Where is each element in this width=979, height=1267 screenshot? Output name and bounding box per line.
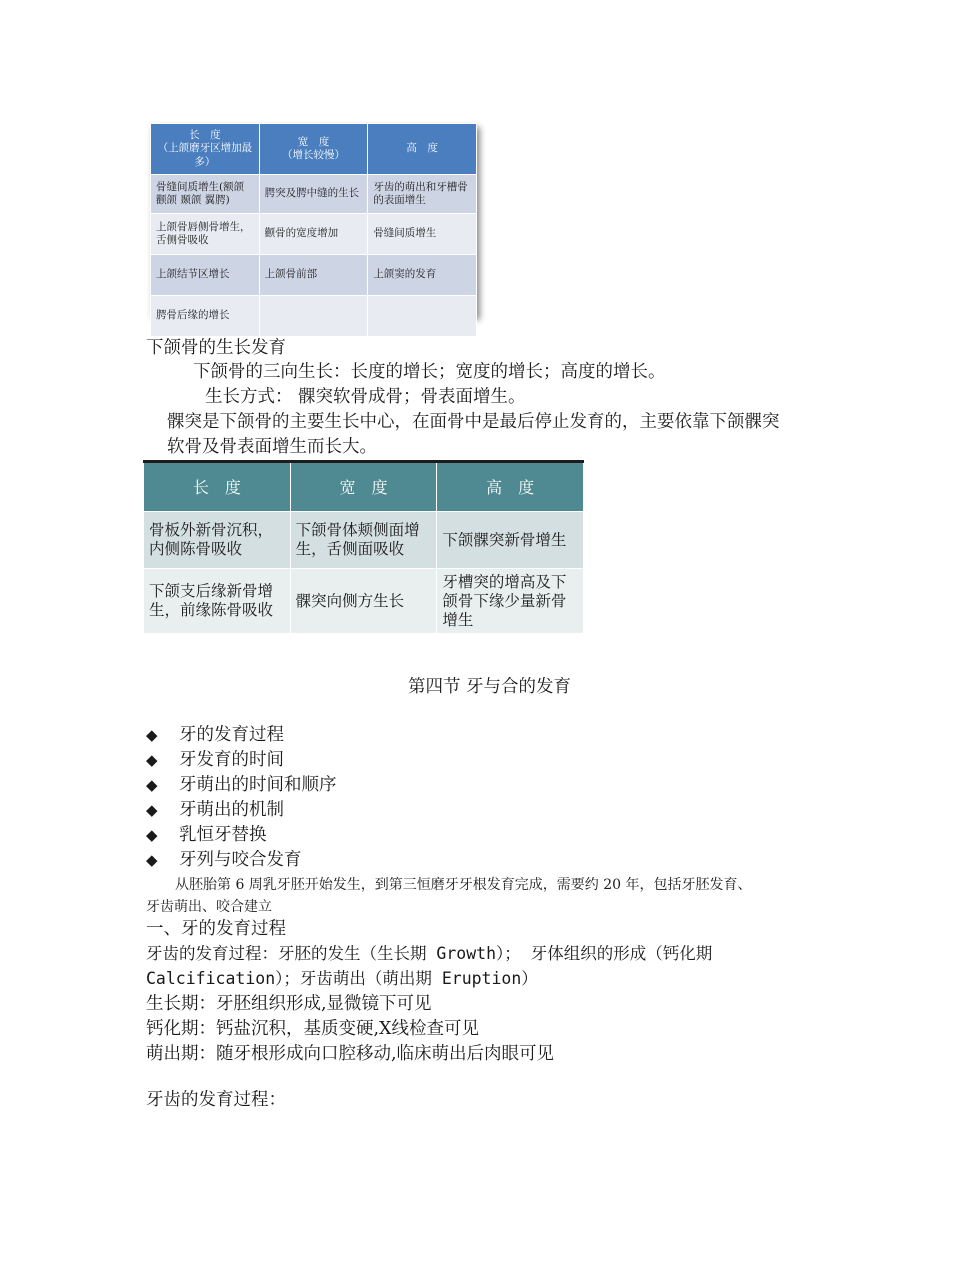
diamond-bullet-icon: ◆ [146, 826, 158, 844]
process-line-2: Calcification）；牙齿萌出（萌出期 Eruption） [146, 969, 538, 988]
diamond-bullet-icon: ◆ [146, 751, 158, 769]
maxilla-header-length: 长 度 （上颌磨牙区增加最多） [151, 124, 260, 175]
table-cell: 下颌支后缘新骨增生，前缘陈骨吸收 [144, 569, 291, 634]
list-item: ◆ 牙列与咬合发育 [146, 848, 337, 873]
mandible-line-2: 生长方式： 髁突软骨成骨；骨表面增生。 [205, 387, 526, 407]
list-item: ◆ 乳恒牙替换 [146, 823, 337, 848]
mandible-header-height: 高 度 [437, 462, 584, 512]
table-cell: 牙齿的萌出和牙槽骨的表面增生 [368, 175, 477, 214]
stage-eruption: 萌出期：随牙根形成向口腔移动,临床萌出后肉眼可见 [146, 1044, 555, 1064]
topic-list [146, 723, 337, 873]
table-cell: 上颌骨前部 [259, 255, 368, 296]
table-cell [368, 296, 477, 337]
closing-heading: 牙齿的发育过程： [146, 1090, 286, 1110]
table-cell: 颧骨的宽度增加 [259, 214, 368, 255]
mandible-line-1: 下颌骨的三向生长：长度的增长；宽度的增长；高度的增长。 [193, 362, 666, 382]
table-cell: 下颌骨体颊侧面增生，舌侧面吸收 [290, 512, 437, 569]
mandible-heading: 下颌骨的生长发育 [146, 338, 286, 358]
stage-growth: 生长期：牙胚组织形成,显微镜下可见 [146, 994, 432, 1014]
mandible-header-width: 宽 度 [290, 462, 437, 512]
table-cell: 髁突向侧方生长 [290, 569, 437, 634]
intro-line-2: 牙齿萌出、咬合建立 [146, 899, 272, 915]
maxilla-header-height: 高 度 [368, 124, 477, 175]
table-cell: 下颌髁突新骨增生 [437, 512, 584, 569]
stage-calcification: 钙化期：钙盐沉积，基质变硬,X线检查可见 [146, 1019, 480, 1039]
table-cell [259, 296, 368, 337]
diamond-bullet-icon: ◆ [146, 776, 158, 794]
diamond-bullet-icon: ◆ [146, 726, 158, 744]
section-title: 第四节 牙与合的发育 [407, 677, 572, 697]
intro-line-1: 从胚胎第 6 周乳牙胚开始发生，到第三恒磨牙牙根发育完成，需要约 20 年，包括牙胚发育、 [175, 877, 752, 893]
diamond-bullet-icon: ◆ [146, 851, 158, 869]
maxilla-header-width: 宽 度 （增长较慢） [259, 124, 368, 175]
diamond-bullet-icon: ◆ [146, 801, 158, 819]
list-item: ◆ 牙萌出的机制 [146, 798, 337, 823]
list-item: ◆ 牙发育的时间 [146, 748, 337, 773]
process-line-1: 牙齿的发育过程：牙胚的发生（生长期 Growth）； 牙体组织的形成（钙化期 [146, 944, 713, 963]
table-cell: 腭突及腭中缝的生长 [259, 175, 368, 214]
maxilla-growth-table [150, 123, 477, 322]
table-cell: 骨缝间质增生(额颌 颧颌 颞颌 翼腭) [151, 175, 260, 214]
mandible-growth-table [143, 460, 584, 629]
table-cell: 骨缝间质增生 [368, 214, 477, 255]
mandible-line-3: 髁突是下颌骨的主要生长中心，在面骨中是最后停止发育的，主要依靠下颌髁突 [167, 412, 780, 432]
table-cell: 牙槽突的增高及下颌骨下缘少量新骨增生 [437, 569, 584, 634]
subsection-heading: 一、牙的发育过程 [146, 919, 286, 939]
list-item: ◆ 牙的发育过程 [146, 723, 337, 748]
list-item: ◆ 牙萌出的时间和顺序 [146, 773, 337, 798]
table-cell: 上颌窦的发育 [368, 255, 477, 296]
table-cell: 腭骨后缘的增长 [151, 296, 260, 337]
table-cell: 骨板外新骨沉积，内侧陈骨吸收 [144, 512, 291, 569]
table-cell: 上颌骨唇侧骨增生，舌侧骨吸收 [151, 214, 260, 255]
mandible-header-length: 长 度 [144, 462, 291, 512]
mandible-line-4: 软骨及骨表面增生而长大。 [167, 437, 377, 457]
table-cell: 上颌结节区增长 [151, 255, 260, 296]
